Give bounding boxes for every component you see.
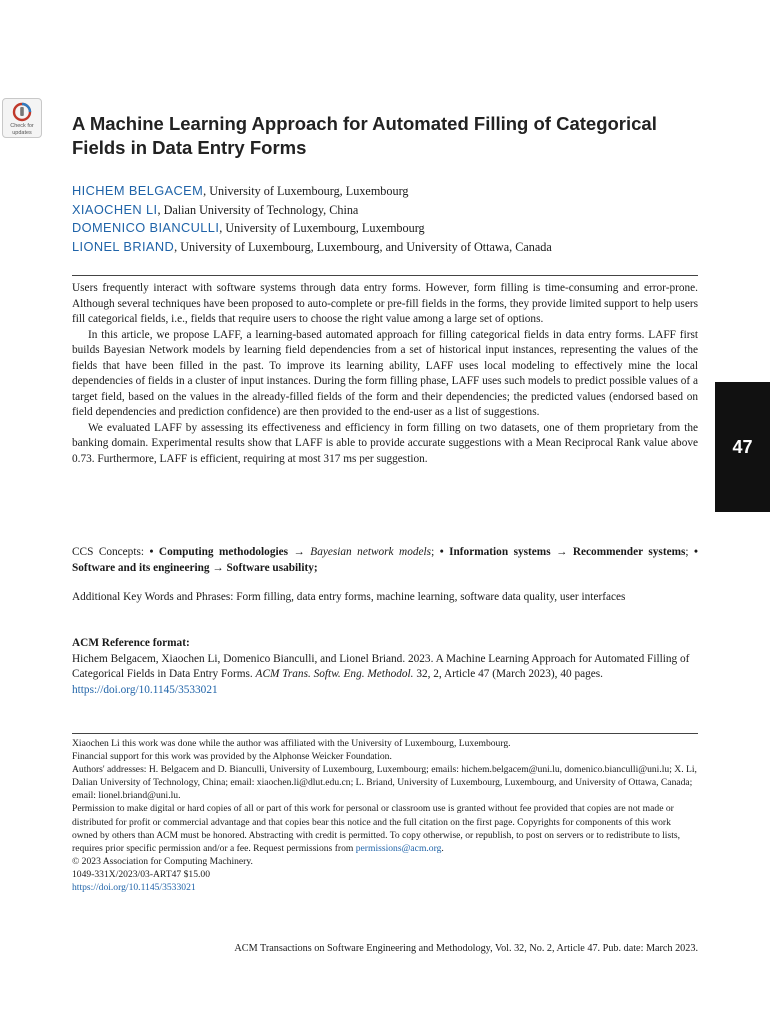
citation-text: Hichem Belgacem, Xiaochen Li, Domenico Bianculli, and Lionel Briand. 2023. A Machine Learning Approach for Automated Filling of Categorical Fields in Data Entry Forms. (72, 652, 690, 680)
acm-reference-format (72, 636, 698, 698)
author-entry (72, 238, 712, 257)
ccs-subconcept: Bayesian network models (310, 546, 432, 558)
abstract-paragraph: In this article, we propose LAFF, a learning-based automated approach for filling categorical fields in data entry forms. LAFF first builds Bayesian Network models by learning field dependencies from a set of historical input instances, representing the values of the fields that have been filled in the past. To improve its learning ability, LAFF uses local modeling to effectively mine the local dependencies of fields in a cluster of input instances. During the form filling phase, LAFF uses such models to predict possible values of a target field, based on the values in the already-filled fields of the form and their dependencies; the predicted values (endorsed based on field dependencies and prediction confidence) are then provided to the end-user as a list of suggestions. (72, 328, 698, 418)
author-note: Xiaochen Li this work was done while the author was affiliated with the University of Luxembourg, Luxembourg. (72, 738, 511, 749)
footnotes (72, 737, 698, 894)
article-number-tab (715, 382, 770, 512)
permission-end: . (441, 842, 444, 854)
check-for-updates-badge[interactable] (2, 98, 42, 138)
author-name: HICHEM BELGACEM (72, 183, 204, 198)
author-entry (72, 201, 712, 220)
author-name: XIAOCHEN LI (72, 201, 158, 217)
badge-line-1: Check for (10, 123, 34, 129)
author-name: DOMENICO BIANCULLI (72, 220, 220, 235)
abstract (72, 281, 698, 467)
footnote-doi-link[interactable]: https://doi.org/10.1145/3533021 (72, 882, 196, 894)
reference-doi-link[interactable]: https://doi.org/10.1145/3533021 (72, 683, 218, 696)
reference-citation (72, 652, 698, 683)
paper-title: A Machine Learning Approach for Automated Filling of Categorical Fields in Data Entry Forms (72, 113, 657, 158)
author-affiliation: , University of Luxembourg, Luxembourg (203, 184, 409, 198)
funding-note: Financial support for this work was provided by the Alphonse Weicker Foundation. (72, 751, 392, 763)
check-for-updates-icon (12, 102, 32, 122)
citation-details: 32, 2, Article 47 (March 2023), 40 pages. (413, 668, 603, 680)
ccs-subconcept: Software usability; (226, 561, 318, 574)
ccs-separator: ; (685, 546, 695, 558)
copyright-notice: © 2023 Association for Computing Machinery. (72, 855, 253, 867)
badge-line-2: updates (12, 130, 32, 136)
author-addresses: Authors' addresses: H. Belgacem and D. Bianculli, University of Luxembourg, Luxembourg; emails: hichem.belgacem@uni.lu, domenico.bianculli@uni.lu; X. Li, Dalian University of Technology, China; email: xiaochen.li@dlut.edu.cn; L. Briand, University of Luxembourg, Luxembourg, and University of Ottawa, Canada; email: lionel.briand@uni.lu. (72, 764, 697, 802)
footnote-rule (72, 733, 698, 734)
ccs-arrow: → (550, 546, 573, 558)
journal-footer: ACM Transactions on Software Engineering and Methodology, Vol. 32, No. 2, Article 47. Pub. date: March 2023. (234, 943, 698, 954)
author-affiliation: , University of Luxembourg, Luxembourg, and University of Ottawa, Canada (174, 239, 552, 254)
permission-notice (72, 802, 698, 854)
ccs-concept: • Information systems (439, 546, 551, 558)
author-affiliation: , University of Luxembourg, Luxembourg (219, 221, 425, 235)
ccs-concept: • Software and its engineering (72, 546, 699, 574)
author-list (72, 182, 712, 256)
ccs-subconcept: Recommender systems (572, 546, 686, 558)
abstract-paragraph: We evaluated LAFF by assessing its effectiveness and efficiency in form filling on two datasets, one of them proprietary from the banking domain. Experimental results show that LAFF is able to provide accurate suggestions with a Mean Reciprocal Rank value above 0.73. Furthermore, LAFF is efficient, requiring at most 317 ms per suggestion. (72, 421, 698, 465)
permission-text: Permission to make digital or hard copies of all or part of this work for personal or classroom use is granted without fee provided that copies are not made or distributed for profit or commercial advantage and that copies bear this notice and the full citation on the first page. Copyrights for components of this work owned by others than ACM must be honored. Abstracting with credit is permitted. To copy otherwise, or republish, to post on servers or to redistribute to lists, requires prior specific permission and/or a fee. Request permissions from (72, 803, 680, 854)
ccs-label: CCS Concepts: (72, 546, 150, 558)
author-entry (72, 182, 712, 201)
author-entry (72, 219, 712, 238)
ccs-separator: ; (431, 546, 440, 558)
article-number: 47 (732, 436, 753, 457)
author-affiliation: , Dalian University of Technology, China (157, 202, 359, 217)
ccs-concepts (72, 545, 698, 576)
additional-keywords: Additional Key Words and Phrases: Form filling, data entry forms, machine learning, software data quality, user interfaces (72, 591, 626, 603)
author-name: LIONEL BRIAND (72, 238, 175, 254)
ccs-concept: • Computing methodologies (149, 546, 289, 558)
issn-line: 1049-331X/2023/03-ART47 $15.00 (72, 868, 210, 880)
ccs-arrow: → (288, 546, 311, 558)
abstract-top-rule (72, 275, 698, 276)
ccs-arrow: → (209, 561, 227, 574)
permissions-email-link[interactable]: permissions@acm.org (355, 842, 442, 854)
citation-journal: ACM Trans. Softw. Eng. Methodol. (255, 668, 414, 680)
abstract-paragraph: Users frequently interact with software systems through data entry forms. However, form filling is time-consuming and error-prone. Although several techniques have been proposed to auto-complete or pre-fill fields in the forms, they provide limited support to help users fill categorical fields, i.e., fields that require users to choose the right value among a large set of options. (72, 282, 698, 325)
reference-heading: ACM Reference format: (72, 637, 190, 649)
